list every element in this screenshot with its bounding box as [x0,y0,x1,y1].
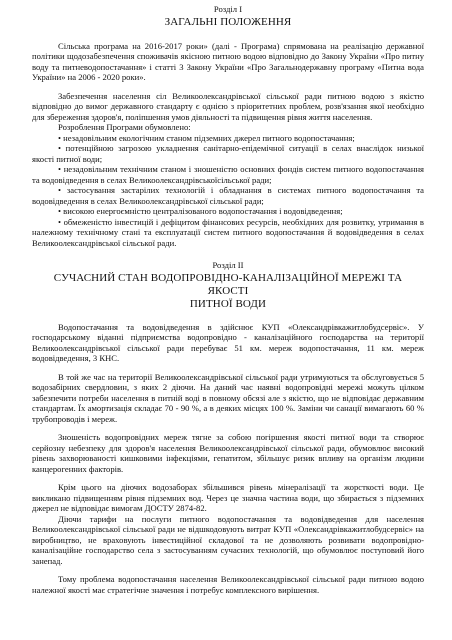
section-1-paragraph-2: Забезпечення населення сіл Великоолександрівської сільської ради питною водою з якістю відповідно до вимог державного стандарту є однією з пріоритетних проблем, розв'язання якої необхідно для збереження здоров'я, поліпшення умов діяльності та підвищення рівня життя населення. [32,90,424,122]
section-1-paragraph-1: Сільська програма на 2016-2017 роки» (далі - Програма) спрямована на реалізацію державної політики щодозабезпечення споживачів якісною питною водою відповідно до Закону України «Про питну воду та питневодопостачання» і статті 3 Закону України «Про Загальнодержавну програму «Питна вода України» на 2006 - 2020 роки». [32,40,424,82]
section-2-title-line-2: ПИТНОЇ ВОДИ [189,297,267,310]
section-2-paragraph-6: Тому проблема водопостачання населення Великоолександрівської сільської ради питною водою належної якості має стратегічне значення і потребує комплексного вирішення. [32,574,424,595]
section-2-title [32,272,424,311]
bullet-item-5: • високою енергоємністю централізованого водопостачання і водовідведення; [58,206,343,216]
bullet-item-2: • потенційною загрозою укладнення санітарно-епідемічної ситуації в селах внаслідок низької якості питної води; [32,143,424,164]
bullet-item-4: • застосування застарілих технологій і обладнання в системах питного водопостачання та водовідведення в селах Великоолександрівської сільської ради; [32,185,424,206]
section-2-paragraph-4: Крім цього на діючих водозаборах збільшився рівень мінералізації та жорсткості води. Це викликано підвищенням рівня підземних вод. Через це значна частина води, що збирається з підземних джерел не відповідає вимогам ДОСТУ 2874-82. [32,482,424,513]
section-2-number: Розділ ІІ [212,260,244,270]
section-2-paragraph-3: Зношеність водопровідних мереж тягне за собою погіршення якості питної води та створює серйозну небезпеку для здоров'я населення Великоолександрівської сільської ради, обумовлює високий рівень захворюваності кишковими інфекціями, гепатитом, збільшує ризик впливу на організм людини канцерогенних факторів. [32,432,424,474]
section-2-paragraph-1: Водопостачання та водовідведення в здійснює КУП «Олександрівкажитлобудсервіс». У господарському віданні підприємства водопровідно - каналізаційного господарства на території Великоолександрівської сільської ради перебуває 51 км. мереж водопостачання, 11 км. мереж водовідведення, 3 КНС. [32,321,424,363]
section-1-paragraph-3: Розроблення Програми обумовлено: [58,122,191,132]
section-2-paragraph-5: Діючи тарифи на послуги питного водопостачання та водовідведення для населення Великоолександрівської сільської ради не відшкодовують витрат КУП «Олександрівкажитлобудсервіс» на виробництво, не враховують інвестиційної складової та не дозволяють розвивати водопровідно-каналізаційне господарство села з застосуванням сучасних технологій, що обумовлює поступовий його занепад. [32,513,424,566]
bullet-item-3: • незадовільним технічним станом і зношеністю основних фондів систем питного водопостачання та водовідведення в селах Великоолександрівськоїсільської ради; [32,164,424,185]
bullet-item-1: • незадовільним екологічним станом підземних джерел питного водопостачання; [58,132,355,143]
section-2-paragraph-2: В той же час на території Великоолександрівської сільської ради утримуються та обслуговується 5 водозабірних свердловин, з яких 2 діючи. На даний час наявні водопровідні мережі можуть цілком забезпечити потреби населення в питній воді в повному обсязі але з якістю, що не відповідає державним стандартам. Їх амортизація складає 70 - 90 %, а в деяких місцях 100 %. Заміни чи санації вимагають 60 % трубопроводів і мереж. [32,371,424,424]
section-2-title-line-1: СУЧАСНИЙ СТАН ВОДОПРОВІДНО-КАНАЛІЗАЦІЙНОЇ МЕРЕЖІ ТА ЯКОСТІ [53,271,403,297]
section-1-title: ЗАГАЛЬНІ ПОЛОЖЕННЯ [164,15,292,28]
bullet-item-6: • обмеженістю інвестицій і дефіцитом фінансових ресурсів, необхідних для розвитку, утримання в належному технічному стані та експлуатації систем питного водопостачання й водовідведення в селах Великоолександрівської сільської ради. [32,216,424,248]
section-1-number: Розділ І [213,4,243,14]
